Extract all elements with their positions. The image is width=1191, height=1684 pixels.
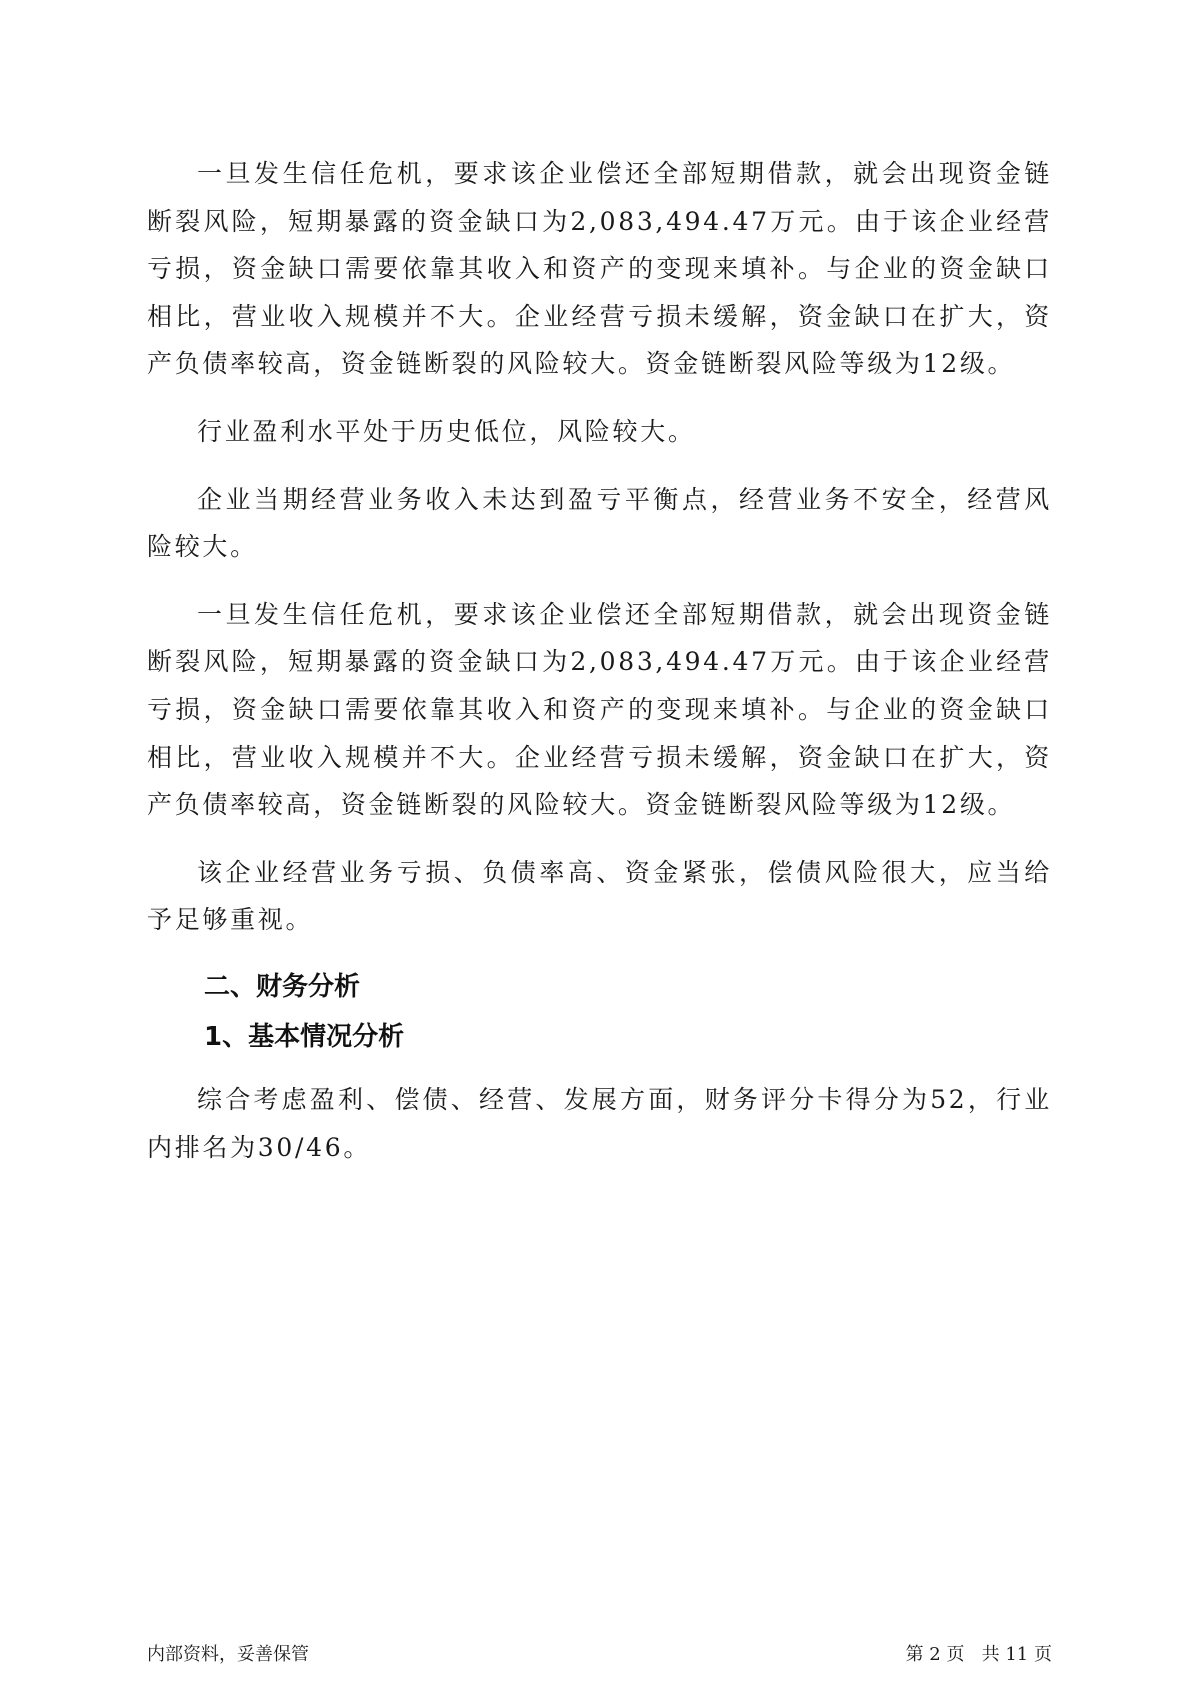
section-heading: 二、财务分析 xyxy=(204,971,361,1002)
document-body xyxy=(147,150,1052,1191)
paragraph-funding-gap-1: 一旦发生信任危机，要求该企业偿还全部短期借款，就会出现资金链断裂风险，短期暴露的资金缺口为2,083,494.47万元。由于该企业经营亏损，资金缺口需要依靠其收入和资产的变现来填补。与企业的资金缺口相比，营业收入规模并不大。企业经营亏损未缓解，资金缺口在扩大，资产负债率较高，资金链断裂的风险较大。资金链断裂风险等级为12级。 xyxy=(147,159,1052,379)
paragraph-funding-gap-2: 一旦发生信任危机，要求该企业偿还全部短期借款，就会出现资金链断裂风险，短期暴露的资金缺口为2,083,494.47万元。由于该企业经营亏损，资金缺口需要依靠其收入和资产的变现来填补。与企业的资金缺口相比，营业收入规模并不大。企业经营亏损未缓解，资金缺口在扩大，资产负债率较高，资金链断裂的风险较大。资金链断裂风险等级为12级。 xyxy=(147,599,1052,820)
page-number: 第 2 页 共 11 页 xyxy=(905,1644,1052,1665)
paragraph-industry-profit: 行业盈利水平处于历史低位，风险较大。 xyxy=(197,416,696,446)
subsection-heading: 1、基本情况分析 xyxy=(204,1021,405,1052)
paragraph-debt-risk: 该企业经营业务亏损、负债率高、资金紧张，偿债风险很大，应当给予足够重视。 xyxy=(147,857,1052,935)
page-footer xyxy=(147,1640,1052,1670)
paragraph-breakeven: 企业当期经营业务收入未达到盈亏平衡点，经营业务不安全，经营风险较大。 xyxy=(147,484,1052,562)
confidential-notice: 内部资料，妥善保管 xyxy=(147,1644,309,1665)
paragraph-score-summary: 综合考虑盈利、偿债、经营、发展方面，财务评分卡得分为52，行业内排名为30/46。 xyxy=(147,1084,1052,1162)
